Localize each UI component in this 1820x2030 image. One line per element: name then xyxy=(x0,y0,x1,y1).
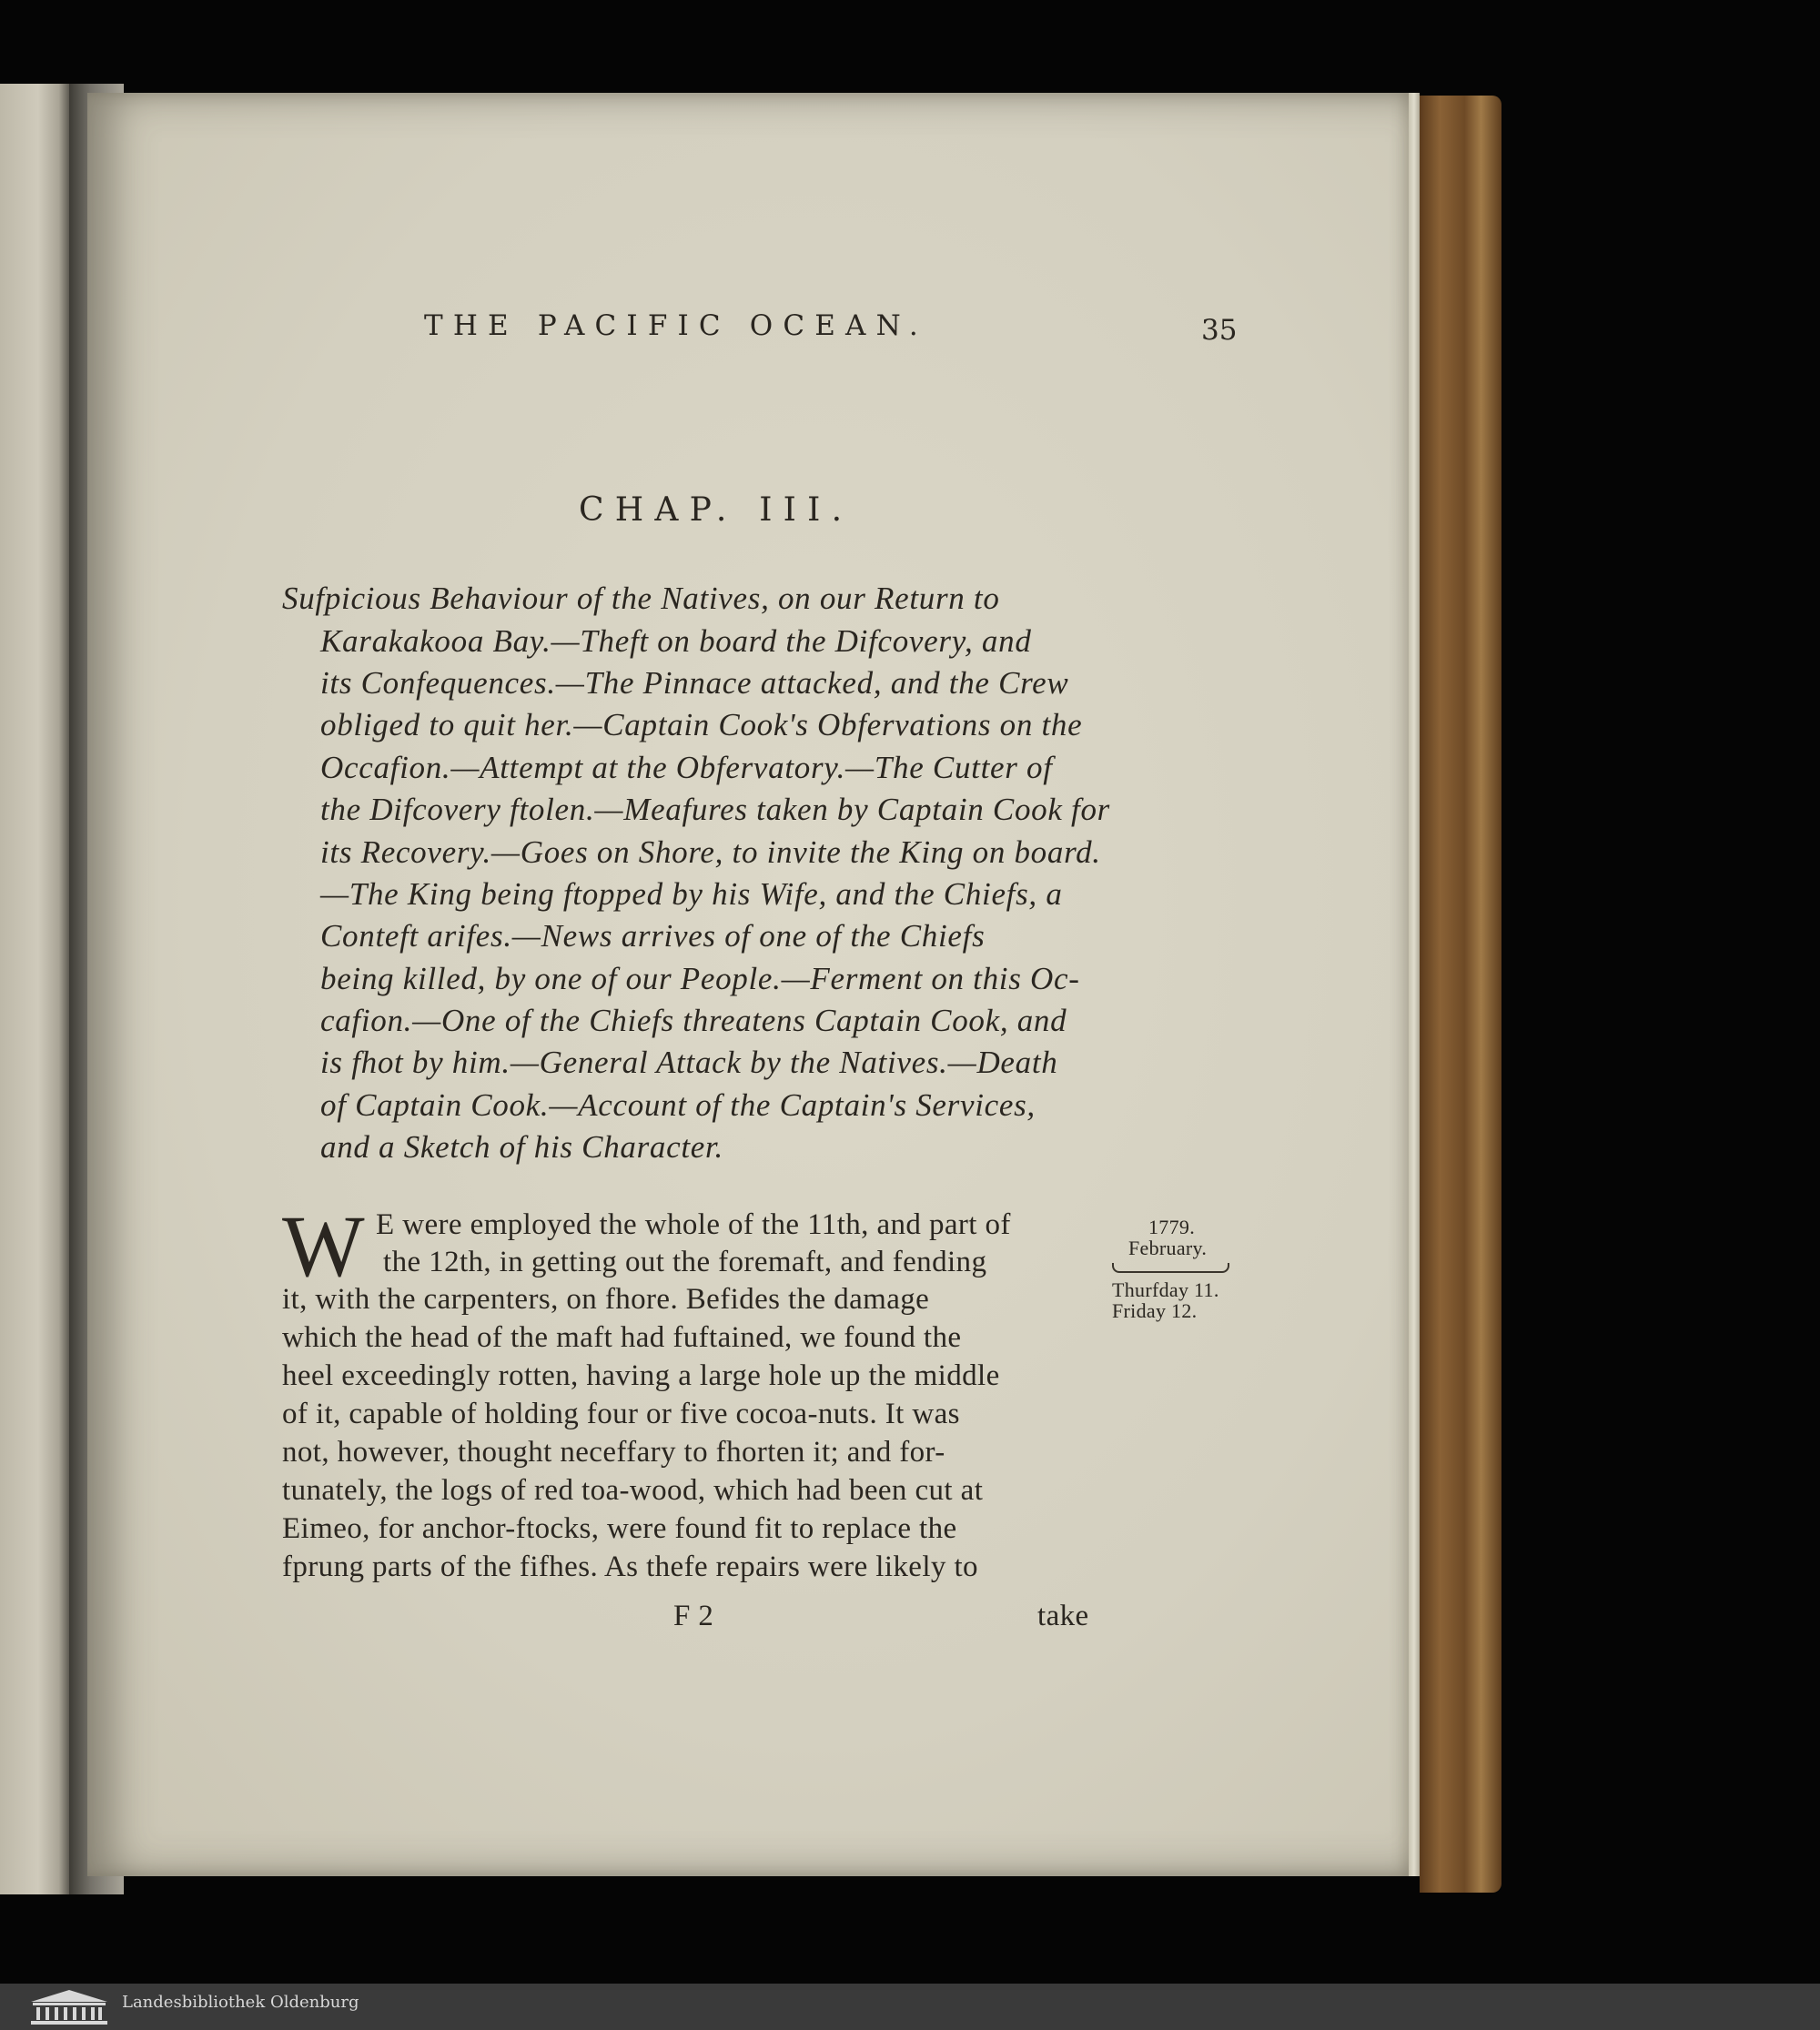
body-line: tunately, the logs of red toa-wood, which had been cut at xyxy=(282,1474,984,1507)
summary-line: cafion.—One of the Chiefs threatens Captain Cook, and xyxy=(320,1003,1067,1038)
left-page-edge xyxy=(0,84,69,1894)
drop-cap: W xyxy=(282,1197,365,1295)
library-building-icon xyxy=(27,1987,111,2025)
page-number: 35 xyxy=(1201,314,1238,347)
summary-line: is fhot by him.—General Attack by the Natives.—Death xyxy=(320,1045,1058,1080)
margin-note-year: 1779. xyxy=(1148,1216,1195,1238)
body-line: not, however, thought neceffary to fhorten it; and for- xyxy=(282,1436,945,1469)
summary-line: Conteft arifes.—News arrives of one of the Chiefs xyxy=(320,918,986,954)
running-head: THE PACIFIC OCEAN. xyxy=(424,309,928,342)
body-line: heel exceedingly rotten, having a large hole up the middle xyxy=(282,1359,1000,1392)
margin-note-month: February. xyxy=(1128,1237,1208,1259)
summary-line: obliged to quit her.—Captain Cook's Obfervations on the xyxy=(320,707,1083,742)
body-line: E were employed the whole of the 11th, and part of xyxy=(376,1208,1011,1241)
body-line: fprung parts of the fifhes. As thefe repairs were likely to xyxy=(282,1550,978,1583)
summary-line: of Captain Cook.—Account of the Captain's Services, xyxy=(320,1087,1036,1123)
margin-note-day: Thurfday 11. xyxy=(1112,1278,1219,1301)
margin-note-day: Friday 12. xyxy=(1112,1299,1198,1322)
summary-line: Sufpicious Behaviour of the Natives, on our Return to xyxy=(282,581,1000,616)
chapter-heading: CHAP. III. xyxy=(579,491,854,529)
summary-line: its Confequences.—The Pinnace attacked, and the Crew xyxy=(320,665,1069,701)
summary-line: Karakakooa Bay.—Theft on board the Difcovery, and xyxy=(320,623,1032,659)
body-line: which the head of the maft had fuftained, we found the xyxy=(282,1321,962,1354)
margin-brace xyxy=(1112,1263,1229,1273)
summary-line: its Recovery.—Goes on Shore, to invite the King on board. xyxy=(320,834,1101,870)
body-line: of it, capable of holding four or five cocoa-nuts. It was xyxy=(282,1398,960,1430)
page-edge xyxy=(1409,93,1420,1876)
body-line: Eimeo, for anchor-ftocks, were found fit to replace the xyxy=(282,1512,957,1545)
summary-line: and a Sketch of his Character. xyxy=(320,1129,723,1165)
signature-mark: F 2 xyxy=(673,1600,714,1632)
book-cover-edge xyxy=(1420,96,1502,1893)
summary-line: —The King being ftopped by his Wife, and the Chiefs, a xyxy=(320,876,1063,912)
catchword: take xyxy=(1037,1600,1089,1632)
body-line: it, with the carpenters, on fhore. Befides the damage xyxy=(282,1283,930,1316)
summary-line: Occafion.—Attempt at the Obfervatory.—The Cutter of xyxy=(320,750,1053,785)
summary-line: being killed, by one of our People.—Ferment on this Oc- xyxy=(320,961,1080,996)
summary-line: the Difcovery ftolen.—Meafures taken by Captain Cook for xyxy=(320,792,1111,827)
body-line: the 12th, in getting out the foremaft, and fending xyxy=(383,1246,987,1278)
library-name[interactable]: Landesbibliothek Oldenburg xyxy=(122,1993,359,2012)
